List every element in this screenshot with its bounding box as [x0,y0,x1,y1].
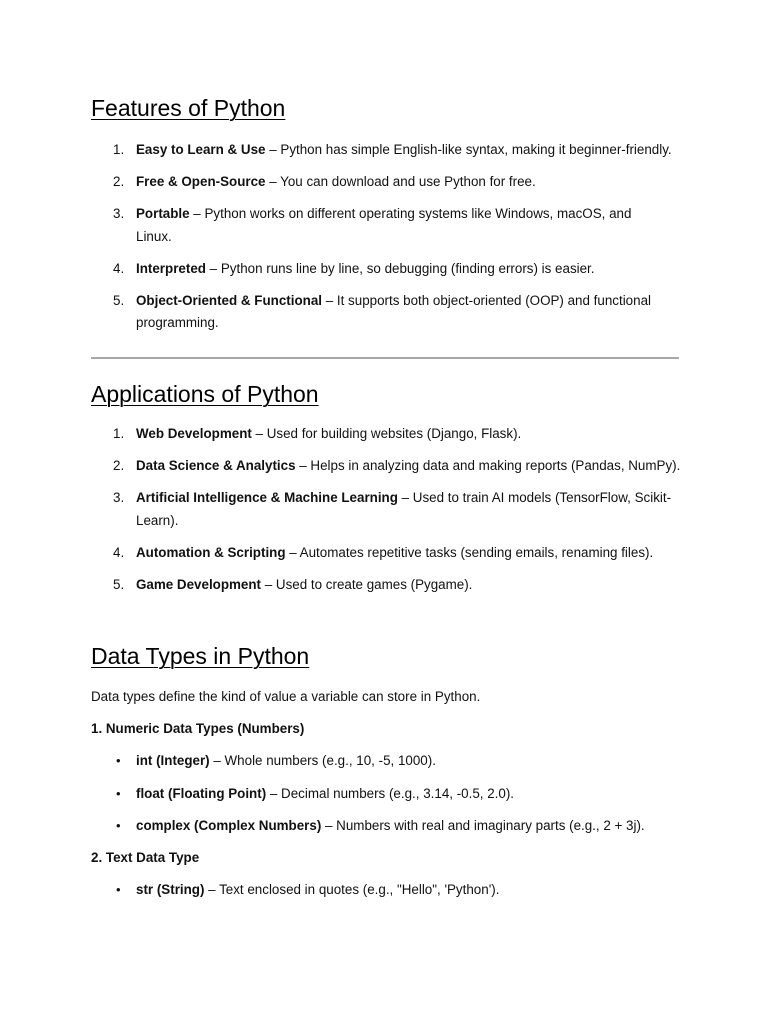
applications-heading: Applications of Python [91,381,319,407]
datatypes-intro: Data types define the kind of value a variable can store in Python. [91,689,481,704]
list-item: 2. Data Science & Analytics – Helps in analyzing data and making reports (Pandas, NumPy). [113,458,681,473]
list-item: 5. Game Development – Used to create games (Pygame). [113,576,473,592]
list-item: 4. Interpreted – Python runs line by line, so debugging (finding errors) is easier. [113,260,595,276]
list-item: 3. Portable – Python works on different operating systems like Windows, macOS, and Linux. [113,206,632,244]
list-item: 4. Automation & Scripting – Automates repetitive tasks (sending emails, renaming files). [113,544,654,560]
list-item: 1. Web Development – Used for building websites (Django, Flask). [113,426,522,441]
numeric-list [91,750,681,838]
text-subheading: 2. Text Data Type [91,850,200,865]
list-item: 5. Object-Oriented & Functional – It supports both object-oriented (OOP) and functional programming. [113,292,651,330]
horizontal-divider [91,357,679,359]
list-item: • int (Integer) – Whole numbers (e.g., 10, -5, 1000). [91,750,681,773]
bullet-icon: • [116,818,121,833]
list-item: 3. Artificial Intelligence & Machine Learning – Used to train AI models (TensorFlow, Scikit-Learn). [113,490,672,528]
bullet-icon: • [116,785,121,801]
features-list [91,139,681,335]
list-item: • complex (Complex Numbers) – Numbers with real and imaginary parts (e.g., 2 + 3j). [91,815,681,838]
list-item: 2. Free & Open-Source – You can download and use Python for free. [113,174,536,189]
numeric-subheading: 1. Numeric Data Types (Numbers) [91,721,305,736]
datatypes-heading: Data Types in Python [91,643,310,669]
bullet-icon: • [116,753,121,768]
features-heading: Features of Python [91,95,286,121]
bullet-icon: • [116,882,121,897]
list-item: 1. Easy to Learn & Use – Python has simple English-like syntax, making it beginner-friendly. [113,142,672,157]
list-item: • float (Floating Point) – Decimal numbers (e.g., 3.14, -0.5, 2.0). [91,783,681,806]
list-item: • str (String) – Text enclosed in quotes (e.g., "Hello", 'Python'). [91,879,681,902]
applications-list [91,423,681,596]
text-list [91,879,681,902]
